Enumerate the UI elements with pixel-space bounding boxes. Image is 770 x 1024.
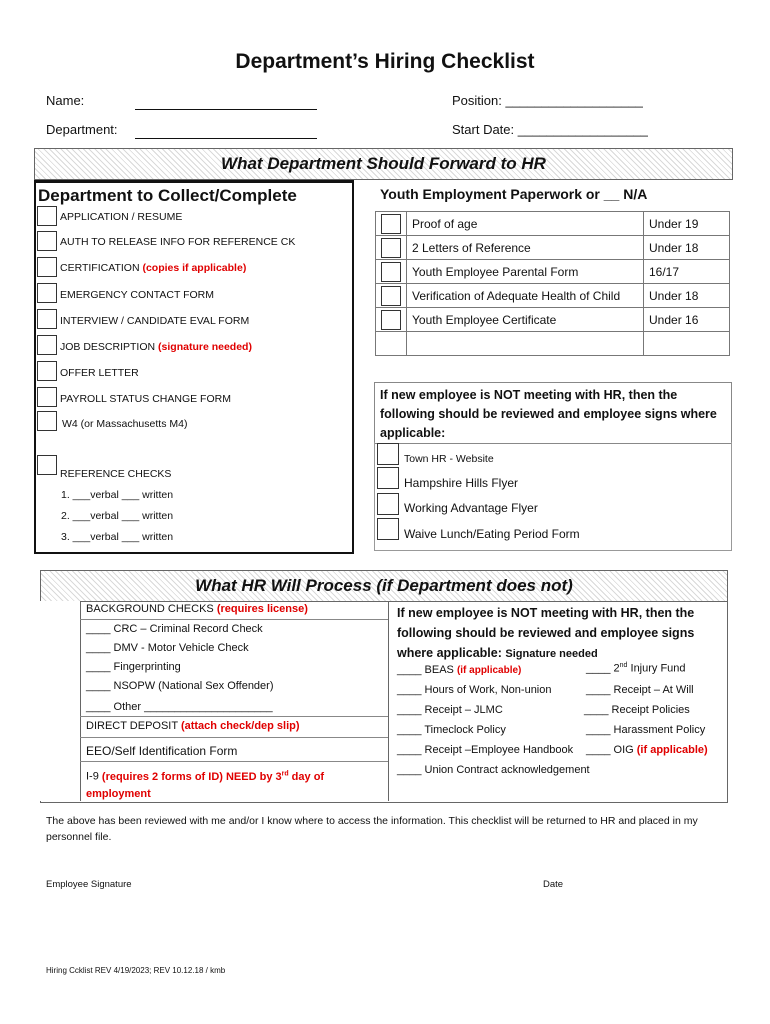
youth-item: Verification of Adequate Health of Child xyxy=(407,284,644,308)
youth-table xyxy=(375,211,730,356)
check-dmv[interactable]: ____ DMV - Motor Vehicle Check xyxy=(86,642,249,654)
position-label[interactable]: Position: ___________________ xyxy=(452,93,643,108)
item-certification-label: CERTIFICATION xyxy=(60,262,140,274)
check-oig[interactable] xyxy=(586,744,708,756)
item-application: APPLICATION / RESUME xyxy=(60,211,183,223)
i9-note-a: (requires 2 forms of ID) NEED by 3 xyxy=(101,770,282,783)
name-label: Name: xyxy=(46,93,85,108)
name-field[interactable] xyxy=(135,95,317,110)
check-beas[interactable] xyxy=(397,664,521,676)
divider xyxy=(80,737,388,738)
table-row xyxy=(376,332,730,356)
checkbox-payroll-status[interactable] xyxy=(37,387,57,407)
background-checks xyxy=(86,603,308,615)
acknowledgement-statement: The above has been reviewed with me and/or I know where to access the information. This checklist will be returned to HR and placed in my personnel file. xyxy=(46,815,698,843)
reference-row-3[interactable]: 3. ___verbal ___ written xyxy=(61,531,174,543)
background-checks-label: BACKGROUND CHECKS xyxy=(86,603,214,615)
checkbox-reference-checks[interactable] xyxy=(37,455,57,475)
check-at-will[interactable]: ____ Receipt – At Will xyxy=(586,684,694,696)
divider xyxy=(80,716,388,717)
department-field[interactable] xyxy=(135,124,317,139)
table-row xyxy=(376,284,730,308)
item-hampshire-hills: Hampshire Hills Flyer xyxy=(404,476,519,490)
direct-deposit-note: (attach check/dep slip) xyxy=(180,720,300,732)
section-title-hr-process: What HR Will Process (if Department does not) xyxy=(195,576,573,595)
direct-deposit xyxy=(86,720,300,732)
background-checks-note: (requires license) xyxy=(216,603,308,615)
direct-deposit-label: DIRECT DEPOSIT xyxy=(86,720,178,732)
item-job-description xyxy=(60,341,252,353)
check-union-contract[interactable]: ____ Union Contract acknowledgement xyxy=(397,764,590,776)
item-auth-release: AUTH TO RELEASE INFO FOR REFERENCE CK xyxy=(60,236,296,248)
i9-label: I-9 xyxy=(86,770,99,783)
check-receipt-jlmc[interactable]: ____ Receipt – JLMC xyxy=(397,704,503,716)
new-employee-review-text-2-main: If new employee is NOT meeting with HR, then the following should be reviewed and employee signs where applicable: xyxy=(397,606,695,660)
checkbox-job-description[interactable] xyxy=(37,335,57,355)
department-collect-heading: Department to Collect/Complete xyxy=(38,186,297,205)
checkbox-youth-certificate[interactable] xyxy=(381,310,401,330)
i9-form xyxy=(86,765,381,803)
job-description-note: (signature needed) xyxy=(158,341,252,353)
certification-note: (copies if applicable) xyxy=(142,262,247,274)
item-waive-lunch: Waive Lunch/Eating Period Form xyxy=(404,527,580,541)
check-injury-fund-label: ____ 2 xyxy=(586,662,620,675)
table-row xyxy=(376,260,730,284)
youth-item: Youth Employee Certificate xyxy=(407,308,644,332)
section-band-forward xyxy=(34,148,733,180)
item-certification xyxy=(60,262,246,274)
checkbox-parental-form[interactable] xyxy=(381,262,401,282)
check-injury-fund[interactable] xyxy=(586,662,686,675)
oig-note: (if applicable) xyxy=(636,744,708,756)
check-timeclock[interactable]: ____ Timeclock Policy xyxy=(397,724,506,736)
check-handbook[interactable]: ____ Receipt –Employee Handbook xyxy=(397,744,574,756)
table-row xyxy=(376,308,730,332)
table-row xyxy=(376,212,730,236)
check-beas-label: ____ BEAS xyxy=(397,664,454,676)
signature-needed: Signature needed xyxy=(505,648,598,660)
check-nsopw[interactable]: ____ NSOPW (National Sex Offender) xyxy=(86,680,274,692)
check-receipt-policies[interactable]: ____ Receipt Policies xyxy=(584,704,690,716)
item-offer-letter: OFFER LETTER xyxy=(60,367,139,379)
eeo-form: EEO/Self Identification Form xyxy=(86,744,238,758)
item-interview-eval: INTERVIEW / CANDIDATE EVAL FORM xyxy=(60,315,250,327)
youth-item: 2 Letters of Reference xyxy=(407,236,644,260)
employee-signature-label: Employee Signature xyxy=(46,879,132,890)
injury-suffix: Injury Fund xyxy=(627,662,686,675)
item-town-hr: Town HR - Website xyxy=(404,453,494,465)
checkbox-auth-release[interactable] xyxy=(37,231,57,251)
start-date-label[interactable]: Start Date: __________________ xyxy=(452,122,648,137)
item-payroll-status: PAYROLL STATUS CHANGE FORM xyxy=(60,393,231,405)
youth-age: Under 18 xyxy=(644,236,730,260)
youth-item: Proof of age xyxy=(407,212,644,236)
check-fingerprinting[interactable]: ____ Fingerprinting xyxy=(86,661,181,673)
footer-revision: Hiring Ccklist REV 4/19/2023; REV 10.12.18 / kmb xyxy=(46,966,226,975)
check-other[interactable]: ____ Other _____________________ xyxy=(86,701,273,713)
new-employee-review-text: If new employee is NOT meeting with HR, then the following should be reviewed and employee signs where applicable: xyxy=(380,388,717,440)
item-reference-checks: REFERENCE CHECKS xyxy=(60,468,172,480)
divider xyxy=(80,761,388,762)
item-job-description-label: JOB DESCRIPTION xyxy=(60,341,156,353)
i9-note-b: day of employment xyxy=(86,770,325,800)
check-harassment[interactable]: ____ Harassment Policy xyxy=(586,724,706,736)
new-employee-items-box xyxy=(374,442,732,551)
check-oig-label: ____ OIG xyxy=(586,744,634,756)
reference-row-2[interactable]: 2. ___verbal ___ written xyxy=(61,510,174,522)
check-crc[interactable]: ____ CRC – Criminal Record Check xyxy=(86,623,263,635)
reference-row-1[interactable]: 1. ___verbal ___ written xyxy=(61,489,174,501)
checkbox-letters-reference[interactable] xyxy=(381,238,401,258)
department-label: Department: xyxy=(46,122,118,137)
item-emergency-contact: EMERGENCY CONTACT FORM xyxy=(60,289,215,301)
youth-heading: Youth Employment Paperwork or __ N/A xyxy=(380,186,648,202)
checkbox-interview-eval[interactable] xyxy=(37,309,57,329)
checkbox-w4[interactable] xyxy=(37,411,57,431)
item-w4: W4 (or Massachusetts M4) xyxy=(62,418,188,430)
checkbox-offer-letter[interactable] xyxy=(37,361,57,381)
checkbox-application[interactable] xyxy=(37,206,57,226)
youth-age: Under 18 xyxy=(644,284,730,308)
date-label: Date xyxy=(543,879,564,890)
divider xyxy=(80,619,388,620)
check-hours-of-work[interactable]: ____ Hours of Work, Non-union xyxy=(397,684,552,696)
i9-note xyxy=(86,771,324,800)
injury-sup: nd xyxy=(619,662,628,669)
youth-age: Under 16 xyxy=(644,308,730,332)
youth-age: Under 19 xyxy=(644,212,730,236)
checkbox-proof-of-age[interactable] xyxy=(381,214,401,234)
section-band-hr-process xyxy=(40,570,728,602)
youth-item: Youth Employee Parental Form xyxy=(407,260,644,284)
checkbox-certification[interactable] xyxy=(37,257,57,277)
youth-age: 16/17 xyxy=(644,260,730,284)
new-employee-review-text-2 xyxy=(397,603,722,664)
page-title: Department’s Hiring Checklist xyxy=(235,50,535,73)
item-working-advantage: Working Advantage Flyer xyxy=(404,501,538,515)
section-title-forward: What Department Should Forward to HR xyxy=(221,154,546,173)
checkbox-health-verification[interactable] xyxy=(381,286,401,306)
table-row xyxy=(376,236,730,260)
beas-note: (if applicable) xyxy=(456,665,522,676)
i9-sup: rd xyxy=(281,770,289,777)
checkbox-emergency-contact[interactable] xyxy=(37,283,57,303)
hr-process-margin xyxy=(40,601,81,801)
